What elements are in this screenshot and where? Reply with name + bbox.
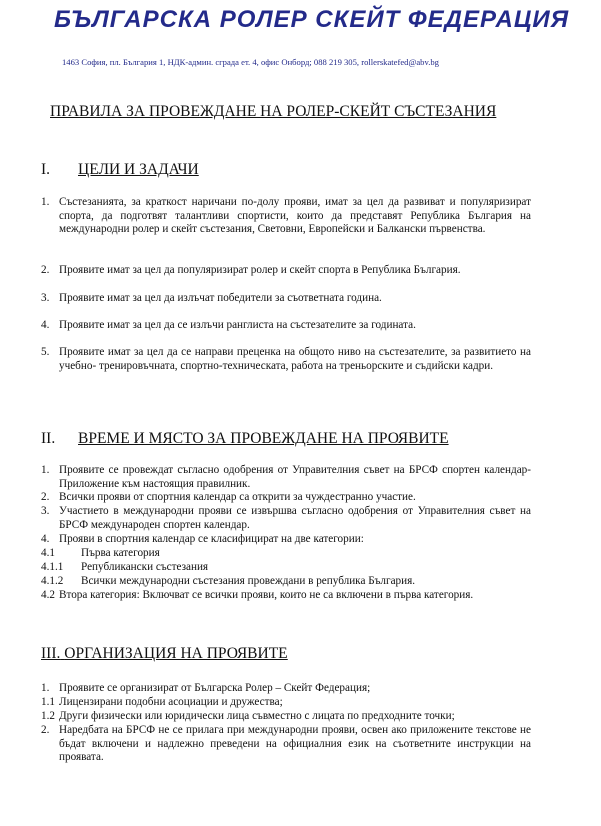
list-item [41, 533, 531, 547]
list-item [41, 264, 531, 278]
item-number: 1. [41, 682, 50, 694]
item-number: 4.1.1 [41, 561, 64, 573]
item-number: 4.2 [41, 589, 55, 601]
item-number: 1.1 [41, 696, 55, 708]
section-3-number: III. [41, 645, 61, 662]
item-text: Проявите имат за цел да популяризират ролер и скейт спорта в Република България. [59, 264, 461, 276]
item-text: Всички прояви от спортния календар са открити за чуждестранно участие. [59, 491, 416, 503]
list-item [41, 724, 531, 765]
item-text: Втора категория: Включват се всички прояви, които не са включени в първа категория. [58, 589, 474, 601]
federation-address: 1463 София, пл. България 1, НДК-админ. сграда ет. 4, офис Онборд; 088 219 305, rollerskatefed@abv.bg [62, 57, 439, 67]
list-item [41, 547, 541, 561]
item-number: 1. [41, 196, 50, 208]
section-1-number: I. [41, 161, 51, 178]
item-number: 4. [41, 319, 50, 331]
list-item [41, 682, 531, 696]
section-2-title: ВРЕМЕ И МЯСТО ЗА ПРОВЕЖДАНЕ НА ПРОЯВИТЕ [78, 430, 449, 447]
list-item [41, 575, 541, 589]
item-text: Републикански състезания [81, 561, 209, 573]
list-item [41, 491, 531, 505]
section-1-title: ЦЕЛИ И ЗАДАЧИ [78, 161, 199, 178]
item-text: Участието в международни прояви се извършва съгласно одобрения от Управителния съвет на БРСФ международен спортен календар. [59, 505, 531, 531]
list-item [41, 196, 531, 237]
item-text: Проявите имат за цел да се направи преценка на общото ниво на състезателите, за развитието на учебно- тренировъчната, спортно-техническата, работа на треньорските и съдийски кадри. [59, 346, 531, 372]
list-item [41, 561, 541, 575]
item-text: Състезанията, за краткост наричани по-долу прояви, имат за цел да развиват и популяризират спорта, да подготвят талантливи спортисти, които да представят Република България на международни ролер и скейт състезания, Световни, Европейски и Балкански първенства. [59, 196, 531, 236]
item-number: 2. [41, 491, 50, 503]
list-item [41, 464, 531, 491]
item-text: Прояви в спортния календар се класифицират на две категории: [59, 533, 364, 545]
document-title: ПРАВИЛА ЗА ПРОВЕЖДАНЕ НА РОЛЕР-СКЕЙТ СЪСТЕЗАНИЯ [50, 103, 497, 120]
list-item [41, 589, 541, 603]
item-number: 3. [41, 505, 50, 517]
list-item [41, 505, 531, 532]
item-text: Проявите имат за цел да излъчат победители за съответната година. [59, 292, 382, 304]
item-number: 3. [41, 292, 50, 304]
section-2-heading [41, 430, 449, 448]
item-text: Други физически или юридически лица съвместно с лицата по предходните точки; [58, 710, 455, 722]
section-3-title: ОРГАНИЗАЦИЯ НА ПРОЯВИТЕ [64, 645, 288, 662]
item-number: 4. [41, 533, 50, 545]
item-number: 1.2 [41, 710, 55, 722]
list-item [41, 696, 541, 710]
item-text: Проявите имат за цел да се излъчи ранглиста на състезателите за годината. [59, 319, 416, 331]
section-1-heading [41, 161, 199, 179]
item-text: Проявите се провеждат съгласно одобрения от Управителния съвет на БРСФ спортен календар-Приложение към настоящия правилник. [59, 464, 531, 490]
list-item [41, 346, 531, 373]
item-number: 2. [41, 724, 50, 736]
item-text: Първа категория [81, 547, 160, 559]
item-text: Лицензирани подобни асоциации и дружества; [58, 696, 283, 708]
list-item [41, 319, 531, 333]
item-text: Наредбата на БРСФ не се прилага при международни прояви, освен ако приложените текстове не бъдат включени и надлежно преведени на официалния език на съответните инструкции на проявата. [59, 724, 531, 764]
item-text: Всички международни състезания провеждани в република България. [81, 575, 416, 587]
federation-title: БЪЛГАРСКА РОЛЕР СКЕЙТ ФЕДЕРАЦИЯ [54, 6, 570, 33]
item-number: 4.1 [41, 547, 55, 559]
item-number: 4.1.2 [41, 575, 64, 587]
section-2-number: II. [41, 430, 56, 447]
item-number: 5. [41, 346, 50, 358]
section-3-heading [41, 645, 288, 663]
item-number: 1. [41, 464, 50, 476]
item-number: 2. [41, 264, 50, 276]
list-item [41, 710, 541, 724]
item-text: Проявите се организират от Българска Ролер – Скейт Федерация; [59, 682, 371, 694]
list-item [41, 292, 531, 306]
